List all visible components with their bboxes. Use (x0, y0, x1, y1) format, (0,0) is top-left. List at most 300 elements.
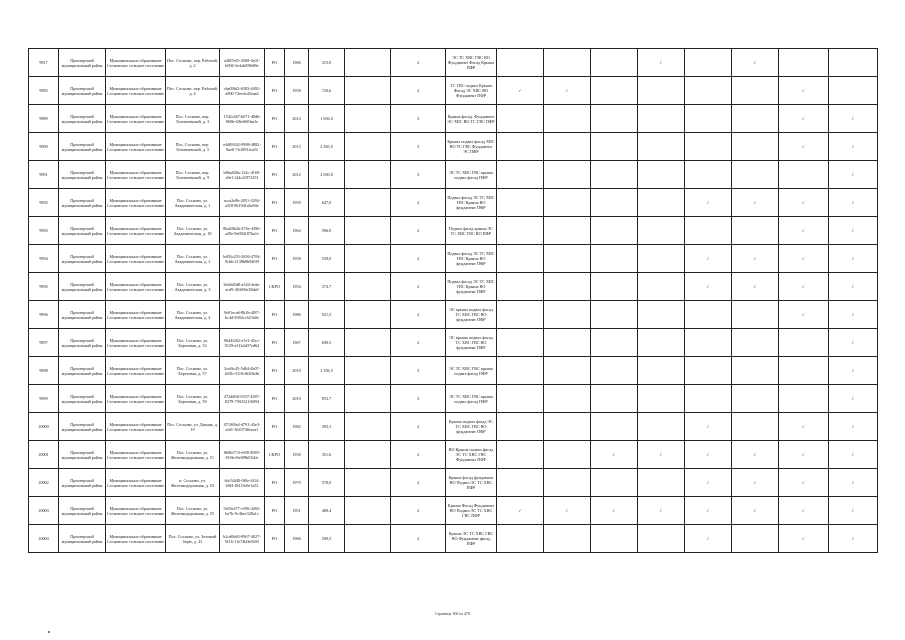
check-cell: ✓ (732, 245, 779, 273)
address-cell: Пос. Сосново, пер. Толмачевский, д. 3 (166, 105, 220, 133)
check-cell: ✓ (638, 49, 685, 77)
settlement-cell: Муниципальное образование Сосновское сельское поселение (106, 357, 166, 385)
elements-cell: Подвал фасад ЭС ТС ХВС ГВС Крыша ВО фундамент ПФР (446, 245, 497, 273)
management-form-cell: РО (265, 385, 285, 413)
empty-cell (345, 217, 391, 245)
elements-cell: ТС ГВС подвал Крыша Фасад ЭС ХВС ВО Фундамент ПФР (446, 77, 497, 105)
management-form-cell: РО (265, 161, 285, 189)
check-cell: ✓ (829, 413, 878, 441)
settlement-cell: Муниципальное образование Сосновское сельское поселение (106, 301, 166, 329)
year-cell: 1951 (285, 497, 309, 525)
check-cell (779, 385, 829, 413)
table-row (29, 133, 878, 161)
check-cell (732, 161, 779, 189)
check-cell: ✓ (779, 245, 829, 273)
check-cell: ✓ (829, 273, 878, 301)
management-form-cell: РО (265, 497, 285, 525)
check-cell (591, 245, 638, 273)
area-cell: 720,6 (309, 77, 345, 105)
scan-speck (48, 631, 50, 633)
check-cell: ✓ (685, 441, 732, 469)
settlement-cell: Муниципальное образование Сосновское сельское поселение (106, 77, 166, 105)
check-cell (544, 189, 591, 217)
row-number: 9989 (29, 105, 59, 133)
check-cell (544, 413, 591, 441)
elements-cell: Крыша подвал фасад ХВС ВО ТС ГВС Фундамент ЭС ПФР (446, 133, 497, 161)
type-cell: 3 (391, 357, 446, 385)
district-cell: Приозерский муниципальный район (59, 105, 106, 133)
guid-cell: 6e64d5d8-a544-4eda-acd9-463f60e38da0 (220, 273, 265, 301)
elements-cell: ЭС крыша подвал фасад ТС ХВС ГВС ВО фундамент ПФР (446, 329, 497, 357)
check-cell: ✓ (685, 189, 732, 217)
check-cell (544, 161, 591, 189)
guid-cell: 0710f8a4-d791-43e3-afd1-3643740eaca1 (220, 413, 265, 441)
district-cell: Приозерский муниципальный район (59, 329, 106, 357)
check-cell: ✓ (497, 497, 544, 525)
check-cell (591, 49, 638, 77)
district-cell: Приозерский муниципальный район (59, 497, 106, 525)
year-cell: 1958 (285, 77, 309, 105)
check-cell (732, 77, 779, 105)
district-cell: Приозерский муниципальный район (59, 217, 106, 245)
management-form-cell: РО (265, 133, 285, 161)
management-form-cell: РО (265, 49, 285, 77)
guid-cell: 17d2c467-b071-48db-860b-f26e60f0aa3c (220, 105, 265, 133)
check-cell: ✓ (685, 273, 732, 301)
check-cell: ✓ (638, 441, 685, 469)
check-cell (685, 357, 732, 385)
guid-cell: 6dc54f40-0f0e-4f14-b9f4-f9415e0e1a53 (220, 469, 265, 497)
row-number: 9994 (29, 245, 59, 273)
table-row (29, 49, 878, 77)
check-cell: ✓ (829, 525, 878, 553)
guid-cell: e4d09442-0998-4882-8ae6-7fc0f914ca5f (220, 133, 265, 161)
district-cell: Приозерский муниципальный район (59, 161, 106, 189)
check-cell (591, 413, 638, 441)
check-cell: ✓ (779, 77, 829, 105)
guid-cell: b8ba828a-124c-4169-a9e1-f44c2f972253 (220, 161, 265, 189)
district-cell: Приозерский муниципальный район (59, 189, 106, 217)
guid-cell: cba09bf2-6383-4492-a900-72ee4cd3eaa4 (220, 77, 265, 105)
check-cell (829, 77, 878, 105)
check-cell (732, 217, 779, 245)
check-cell (638, 217, 685, 245)
check-cell (638, 469, 685, 497)
row-number: 9999 (29, 385, 59, 413)
check-cell: ✓ (544, 77, 591, 105)
empty-cell (345, 329, 391, 357)
check-cell (638, 245, 685, 273)
table-row (29, 525, 878, 553)
table-row (29, 301, 878, 329)
check-cell: ✓ (685, 413, 732, 441)
area-cell: 1 656,0 (309, 105, 345, 133)
check-cell: ✓ (497, 77, 544, 105)
address-cell: Пос. Сосново, ул. Береговая, д. 37 (166, 357, 220, 385)
check-cell: ✓ (779, 189, 829, 217)
address-cell: Пос. Сосново, ул. Железнодорожная, д. 55 (166, 497, 220, 525)
address-cell: Пос. Сосново, ул. Береговая, д. 33 (166, 329, 220, 357)
district-cell: Приозерский муниципальный район (59, 441, 106, 469)
check-cell: ✓ (591, 497, 638, 525)
row-number: 9993 (29, 217, 59, 245)
year-cell: 1964 (285, 217, 309, 245)
type-cell: 2 (391, 441, 446, 469)
area-cell: 921,5 (309, 301, 345, 329)
check-cell: ✓ (732, 49, 779, 77)
empty-cell (345, 245, 391, 273)
check-cell: ✓ (779, 273, 829, 301)
check-cell (497, 273, 544, 301)
table-row (29, 413, 878, 441)
elements-cell: Крыша ЭС ТС ХВС ГВС ВО Фундамент фасад ПФР (446, 525, 497, 553)
elements-cell: ЭС ТС ХВС ГВС крыша подвал фасад ПФР (446, 385, 497, 413)
row-number: 9990 (29, 133, 59, 161)
district-cell: Приозерский муниципальный район (59, 273, 106, 301)
check-cell: ✓ (685, 469, 732, 497)
guid-cell: 9e01eca6-8b2b-4f87-bc4d-8302cc621b0e (220, 301, 265, 329)
empty-cell (345, 105, 391, 133)
empty-cell (345, 189, 391, 217)
year-cell: 2014 (285, 105, 309, 133)
empty-cell (345, 77, 391, 105)
area-cell: 2 650,0 (309, 161, 345, 189)
year-cell: 1966 (285, 525, 309, 553)
check-cell (638, 525, 685, 553)
year-cell: 1967 (285, 329, 309, 357)
check-cell (544, 301, 591, 329)
check-cell (497, 189, 544, 217)
empty-cell (345, 357, 391, 385)
district-cell: Приозерский муниципальный район (59, 525, 106, 553)
check-cell (497, 217, 544, 245)
area-cell: 2 356,5 (309, 357, 345, 385)
check-cell (685, 385, 732, 413)
empty-cell (345, 133, 391, 161)
guid-cell: bd93c253-2656-4704-9cbb-2138b8b940f9 (220, 245, 265, 273)
check-cell (685, 77, 732, 105)
area-cell: 690,5 (309, 329, 345, 357)
year-cell: 1966 (285, 49, 309, 77)
empty-cell (345, 301, 391, 329)
row-number: 9992 (29, 189, 59, 217)
area-cell: 488,4 (309, 497, 345, 525)
check-cell (544, 245, 591, 273)
row-number: 9996 (29, 301, 59, 329)
check-cell (779, 161, 829, 189)
row-number: 10004 (29, 525, 59, 553)
address-cell: п. Сосново, ул. Железнодорожная, д. 53 (166, 469, 220, 497)
district-cell: Приозерский муниципальный район (59, 413, 106, 441)
check-cell: ✓ (779, 217, 829, 245)
address-cell: Пос. Сосново, ул. Академическая, д. 4 (166, 301, 220, 329)
type-cell: 2 (391, 273, 446, 301)
check-cell: ✓ (829, 329, 878, 357)
district-cell: Приозерский муниципальный район (59, 301, 106, 329)
check-cell (497, 161, 544, 189)
check-cell: ✓ (779, 469, 829, 497)
year-cell: 1954 (285, 273, 309, 301)
area-cell: 509,5 (309, 525, 345, 553)
district-cell: Приозерский муниципальный район (59, 469, 106, 497)
type-cell: 2 (391, 49, 446, 77)
check-cell: ✓ (779, 133, 829, 161)
empty-cell (345, 413, 391, 441)
check-cell (544, 469, 591, 497)
guid-cell: acca2e9b-2051-4294-a5f8-0619d1a6a94e (220, 189, 265, 217)
district-cell: Приозерский муниципальный район (59, 385, 106, 413)
elements-cell: ЭС ТС ХВС ГВС крыша подвал фасад ПФР (446, 161, 497, 189)
table-row (29, 77, 878, 105)
elements-cell: Крыша подвал фасад ЭС ТС ХВС ГВС ВО фундамент ПФР (446, 413, 497, 441)
area-cell: 351,6 (309, 441, 345, 469)
elements-cell: Подвал фасад крыша ЭС ТС ХВС ГВС ВО ПФР (446, 217, 497, 245)
check-cell (591, 217, 638, 245)
check-cell: ✓ (829, 217, 878, 245)
check-cell: ✓ (732, 497, 779, 525)
check-cell (685, 105, 732, 133)
check-cell: ✓ (829, 301, 878, 329)
check-cell (779, 357, 829, 385)
area-cell: 853,7 (309, 385, 345, 413)
check-cell: ✓ (685, 497, 732, 525)
check-cell (544, 329, 591, 357)
area-cell: 315,0 (309, 49, 345, 77)
check-cell (497, 385, 544, 413)
management-form-cell: РО (265, 189, 285, 217)
year-cell: 2010 (285, 357, 309, 385)
check-cell (685, 217, 732, 245)
year-cell: 1982 (285, 413, 309, 441)
elements-cell: Подвал фасад ЭС ТС ХВС ГВС Крыша ВО фундамент ПФР (446, 189, 497, 217)
settlement-cell: Муниципальное образование Сосновское сельское поселение (106, 217, 166, 245)
guid-cell: b2cd6b65-0967-4027-9f16-11e74b0a5603 (220, 525, 265, 553)
address-cell: Пос. Сосново, пер. Рабочий, д. 2 (166, 49, 220, 77)
row-number: 9998 (29, 357, 59, 385)
address-cell: Пос. Сосново, ул. Академическая, д. 2 (166, 245, 220, 273)
area-cell: 578,0 (309, 469, 345, 497)
settlement-cell: Муниципальное образование Сосновское сельское поселение (106, 441, 166, 469)
management-form-cell: СКРО (265, 441, 285, 469)
check-cell (497, 301, 544, 329)
check-cell (638, 161, 685, 189)
check-cell (779, 49, 829, 77)
district-cell: Приозерский муниципальный район (59, 133, 106, 161)
check-cell (497, 329, 544, 357)
check-cell (497, 525, 544, 553)
address-cell: Пос. Сосново, ул. Железнодорожная, д. 51 (166, 441, 220, 469)
row-number: 9991 (29, 161, 59, 189)
table-row (29, 217, 878, 245)
check-cell: ✓ (829, 105, 878, 133)
management-form-cell: РО (265, 301, 285, 329)
type-cell: 2 (391, 525, 446, 553)
settlement-cell: Муниципальное образование Сосновское сельское поселение (106, 525, 166, 553)
row-number: 10002 (29, 469, 59, 497)
elements-cell: ВО Крыша подвал фасад ЭС ТС ХВС ГВС Фундамент ПФР (446, 441, 497, 469)
check-cell (591, 161, 638, 189)
elements-cell: Крыша фасад фундамент ВО Подвал ЭС ТС ХВС ПФР (446, 469, 497, 497)
check-cell (829, 49, 878, 77)
settlement-cell: Муниципальное образование Сосновское сельское поселение (106, 105, 166, 133)
area-cell: 539,0 (309, 245, 345, 273)
check-cell: ✓ (638, 497, 685, 525)
settlement-cell: Муниципальное образование Сосновское сельское поселение (106, 469, 166, 497)
type-cell: 2 (391, 329, 446, 357)
type-cell: 3 (391, 133, 446, 161)
check-cell (638, 329, 685, 357)
check-cell (732, 525, 779, 553)
address-cell: Пос. Сосново, ул. Дачная, д. 19 (166, 413, 220, 441)
check-cell (591, 189, 638, 217)
check-cell: ✓ (685, 525, 732, 553)
check-cell (497, 105, 544, 133)
check-cell (638, 105, 685, 133)
check-cell: ✓ (779, 105, 829, 133)
settlement-cell: Муниципальное образование Сосновское сельское поселение (106, 273, 166, 301)
check-cell (591, 301, 638, 329)
management-form-cell: РО (265, 77, 285, 105)
management-form-cell: РО (265, 245, 285, 273)
area-cell: 596,0 (309, 217, 345, 245)
settlement-cell: Муниципальное образование Сосновское сельское поселение (106, 329, 166, 357)
check-cell (732, 301, 779, 329)
check-cell (591, 469, 638, 497)
check-cell (638, 357, 685, 385)
management-form-cell: РО (265, 329, 285, 357)
district-cell: Приозерский муниципальный район (59, 49, 106, 77)
type-cell: 2 (391, 245, 446, 273)
check-cell: ✓ (779, 497, 829, 525)
table-row (29, 357, 878, 385)
address-cell: Пос. Сосново, ул. Академическая, д. 18 (166, 217, 220, 245)
type-cell: 2 (391, 497, 446, 525)
settlement-cell: Муниципальное образование Сосновское сельское поселение (106, 161, 166, 189)
district-cell: Приозерский муниципальный район (59, 245, 106, 273)
check-cell (544, 49, 591, 77)
guid-cell: 8b0bf713-e9f8-4939-810b-f6e0f9b01b0c (220, 441, 265, 469)
area-cell: 2 565,0 (309, 133, 345, 161)
check-cell (732, 385, 779, 413)
check-cell (638, 413, 685, 441)
check-cell (638, 189, 685, 217)
guid-cell: 472dd0ff-0337-4387-8279-7592321f6094 (220, 385, 265, 413)
row-number: 10001 (29, 441, 59, 469)
elements-cell: ЭС крыша подвал фасад ТС ХВС ГВС ВО фундамент ПФР (446, 301, 497, 329)
address-cell: Пос. Сосново, ул. Академическая, д. 1 (166, 189, 220, 217)
check-cell (497, 245, 544, 273)
check-cell: ✓ (829, 497, 878, 525)
check-cell (685, 329, 732, 357)
check-cell (591, 357, 638, 385)
table-row (29, 329, 878, 357)
check-cell (638, 301, 685, 329)
empty-cell (345, 441, 391, 469)
row-number: 9983 (29, 77, 59, 105)
check-cell (685, 49, 732, 77)
settlement-cell: Муниципальное образование Сосновское сельское поселение (106, 245, 166, 273)
address-cell: Пос. Сосново, ул. Академическая, д. 3 (166, 273, 220, 301)
district-cell: Приозерский муниципальный район (59, 77, 106, 105)
check-cell: ✓ (779, 441, 829, 469)
empty-cell (345, 497, 391, 525)
elements-cell: ЭС ТС ХВС ГВС ВО Фундамент Фасад Крыша ПФР (446, 49, 497, 77)
check-cell (779, 329, 829, 357)
check-cell (497, 413, 544, 441)
check-cell: ✓ (732, 469, 779, 497)
guid-cell: 8bd28b2b-476e-4396-a29e-9e084187ba1e (220, 217, 265, 245)
address-cell: Пос. Сосново, пер. Толмачевский, д. 9 (166, 161, 220, 189)
check-cell: ✓ (591, 441, 638, 469)
elements-cell: Подвал фасад ЭС ТС ХВС ГВС Крыша ВО фундамент ПФР (446, 273, 497, 301)
check-cell: ✓ (829, 133, 878, 161)
check-cell: ✓ (779, 525, 829, 553)
management-form-cell: РО (265, 413, 285, 441)
check-cell: ✓ (829, 245, 878, 273)
check-cell (591, 133, 638, 161)
page-footer: Страница 306 из 470 (434, 611, 471, 616)
type-cell: 3 (391, 385, 446, 413)
empty-cell (345, 49, 391, 77)
address-cell: Пос. Сосново, ул. Зеленый берег, д. 23 (166, 525, 220, 553)
settlement-cell: Муниципальное образование Сосновское сельское поселение (106, 49, 166, 77)
area-cell: 374,7 (309, 273, 345, 301)
year-cell: 1958 (285, 245, 309, 273)
district-cell: Приозерский муниципальный район (59, 357, 106, 385)
empty-cell (345, 525, 391, 553)
address-cell: Пос. Сосново, пер. Рабочий, д. 4 (166, 77, 220, 105)
check-cell: ✓ (544, 497, 591, 525)
type-cell: 3 (391, 161, 446, 189)
type-cell: 2 (391, 189, 446, 217)
table-row (29, 189, 878, 217)
check-cell: ✓ (732, 189, 779, 217)
check-cell (497, 133, 544, 161)
check-cell (544, 525, 591, 553)
type-cell: 3 (391, 105, 446, 133)
guid-cell: 5e93e477-e596-4492-ba7b-9c4bec328a1c (220, 497, 265, 525)
address-cell: Пос. Сосново, пер. Толмачевский, д. 5 (166, 133, 220, 161)
empty-cell (345, 161, 391, 189)
check-cell (591, 525, 638, 553)
check-cell (591, 273, 638, 301)
table-row (29, 105, 878, 133)
check-cell (685, 133, 732, 161)
empty-cell (345, 273, 391, 301)
table-row (29, 273, 878, 301)
check-cell: ✓ (779, 413, 829, 441)
check-cell (638, 385, 685, 413)
check-cell (685, 301, 732, 329)
check-cell (497, 357, 544, 385)
check-cell (497, 441, 544, 469)
check-cell (591, 385, 638, 413)
type-cell: 2 (391, 413, 446, 441)
check-cell: ✓ (685, 245, 732, 273)
type-cell: 2 (391, 469, 446, 497)
area-cell: 647,0 (309, 189, 345, 217)
check-cell (732, 105, 779, 133)
elements-cell: ЭС ТС ХВС ГВС крыша подвал фасад ПФР (446, 357, 497, 385)
check-cell (544, 105, 591, 133)
row-number: 10000 (29, 413, 59, 441)
row-number: 10003 (29, 497, 59, 525)
year-cell: 1986 (285, 301, 309, 329)
table-row (29, 385, 878, 413)
check-cell (638, 273, 685, 301)
guid-cell: 3ca9fc45-5d64-4b07-b02b-3110c8f20b4b (220, 357, 265, 385)
guid-cell: a4f87e65-4368-4c01-b004-3e4a6f98b89e (220, 49, 265, 77)
